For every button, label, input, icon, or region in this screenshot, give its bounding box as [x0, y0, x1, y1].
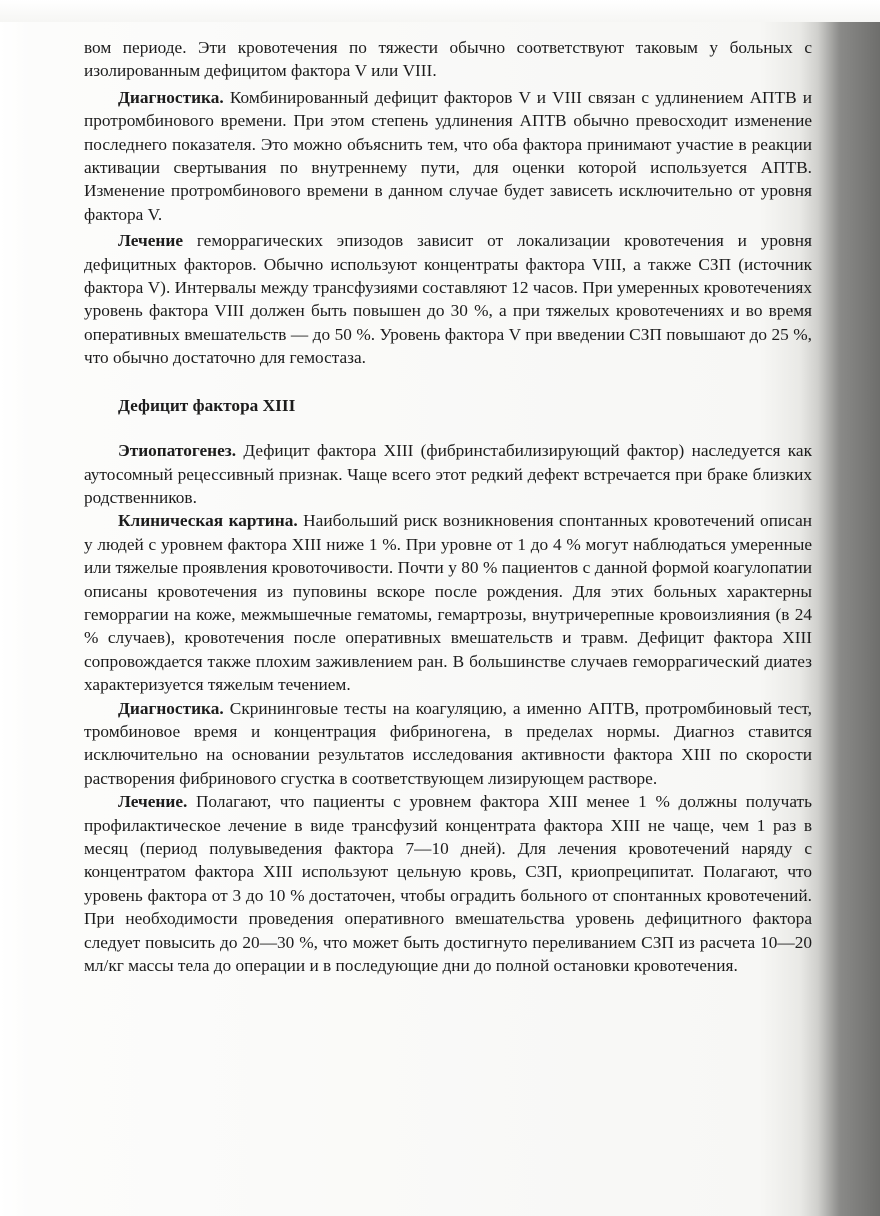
paragraph-text: Дефицит фактора XIII (фибринстабилизирующий фактор) наследуется как аутосомный рецессивный признак. Чаще всего этот редкий дефект встречается при браке близких родственников.	[84, 441, 812, 507]
paragraph-text: Комбинированный дефицит факторов V и VIII связан с удлинением АПТВ и протромбинового времени. При этом степень удлинения АПТВ обычно превосходит изменение последнего показателя. Это можно объяснить тем, что оба фактора принимают участие в реакции активации свертывания по внутреннему пути, для оценки которой используется АПТВ. Изменение протромбинового времени в данном случае будет зависеть исключительно от уровня фактора V.	[84, 87, 812, 224]
paragraph-clinical-picture	[84, 509, 812, 696]
page-content	[84, 36, 812, 977]
paragraph-text: Полагают, что пациенты с уровнем фактора XIII менее 1 % должны получать профилактическое лечение в виде трансфузий концентрата фактора XIII не чаще, чем 1 раз в месяц (период полувыведения фактора 7—10 дней). Для лечения кровотечений наряду с концентратом фактора XIII используют цельную кровь, СЗП, криопреципитат. Полагают, что уровень фактора от 3 до 10 % достаточен, чтобы оградить больного от спонтанных кровотечений. При необходимости проведения оперативного вмешательства уровень дефицитного фактора следует повысить до 20—30 %, что может быть достигнуто переливанием СЗП из расчета 10—20 мл/кг массы тела до операции и в последующие дни до полной остановки кровотечения.	[84, 792, 812, 976]
paragraph-text: геморрагических эпизодов зависит от локализации кровотечения и уровня дефицитных факторов. Обычно используют концентраты фактора VIII, а также СЗП (источник фактора V). Интервалы между трансфузиями составляют 12 часов. При умеренных кровотечениях уровень фактора VIII должен быть повышен до 30 %, а при тяжелых кровотечениях и во время оперативных вмешательств — до 50 %. Уровень фактора V при введении СЗП повышают до 25 %, что обычно достаточно для гемостаза.	[84, 231, 812, 368]
paragraph-text: вом периоде. Эти кровотечения по тяжести обычно соответствуют таковым у больных с изолированным дефицитом фактора V или VIII.	[84, 38, 812, 81]
paragraph-lead: Лечение.	[118, 792, 188, 812]
page-top-edge	[0, 0, 880, 22]
paragraph-treatment-combined	[84, 229, 812, 369]
paragraph-lead: Клиническая картина.	[118, 511, 298, 531]
paragraph-lead: Этиопатогенез.	[118, 441, 237, 461]
section-heading: Дефицит фактора XIII	[118, 395, 296, 415]
paragraph-lead: Диагностика.	[118, 87, 224, 107]
paragraph-text: Скрининговые тесты на коагуляцию, а именно АПТВ, протромбиновый тест, тромбиновое время и концентрация фибриногена, в пределах нормы. Диагноз ставится исключительно на основании результатов исследования активности фактора XIII по скорости растворения фибринового сгустка в соответствующем лизирующем растворе.	[84, 698, 812, 788]
paragraph-text: Наибольший риск возникновения спонтанных кровотечений описан у людей с уровнем фактора XIII ниже 1 %. При уровне от 1 до 4 % могут наблюдаться умеренные или тяжелые проявления кровоточивости. Почти у 80 % пациентов с данной формой коагулопатии описаны кровотечения из пуповины вскоре после рождения. Для этих больных характерны геморрагии на коже, межмышечные гематомы, гемартрозы, внутричерепные кровоизлияния (в 24 % случаев), кровотечения после оперативных вмешательств и травм. Дефицит фактора XIII сопровождается также плохим заживлением ран. В большинстве случаев геморрагический диатез характеризуется тяжелым течением.	[84, 511, 812, 695]
paragraph-lead: Лечение	[118, 231, 183, 251]
paragraph-diagnostics-xiii	[84, 697, 812, 791]
paragraph-continuation	[84, 36, 812, 83]
paragraph-treatment-xiii	[84, 790, 812, 977]
paragraph-diagnostics-combined	[84, 86, 812, 226]
paragraph-etiopathogenesis	[84, 439, 812, 509]
paragraph-lead: Диагностика.	[118, 698, 224, 718]
